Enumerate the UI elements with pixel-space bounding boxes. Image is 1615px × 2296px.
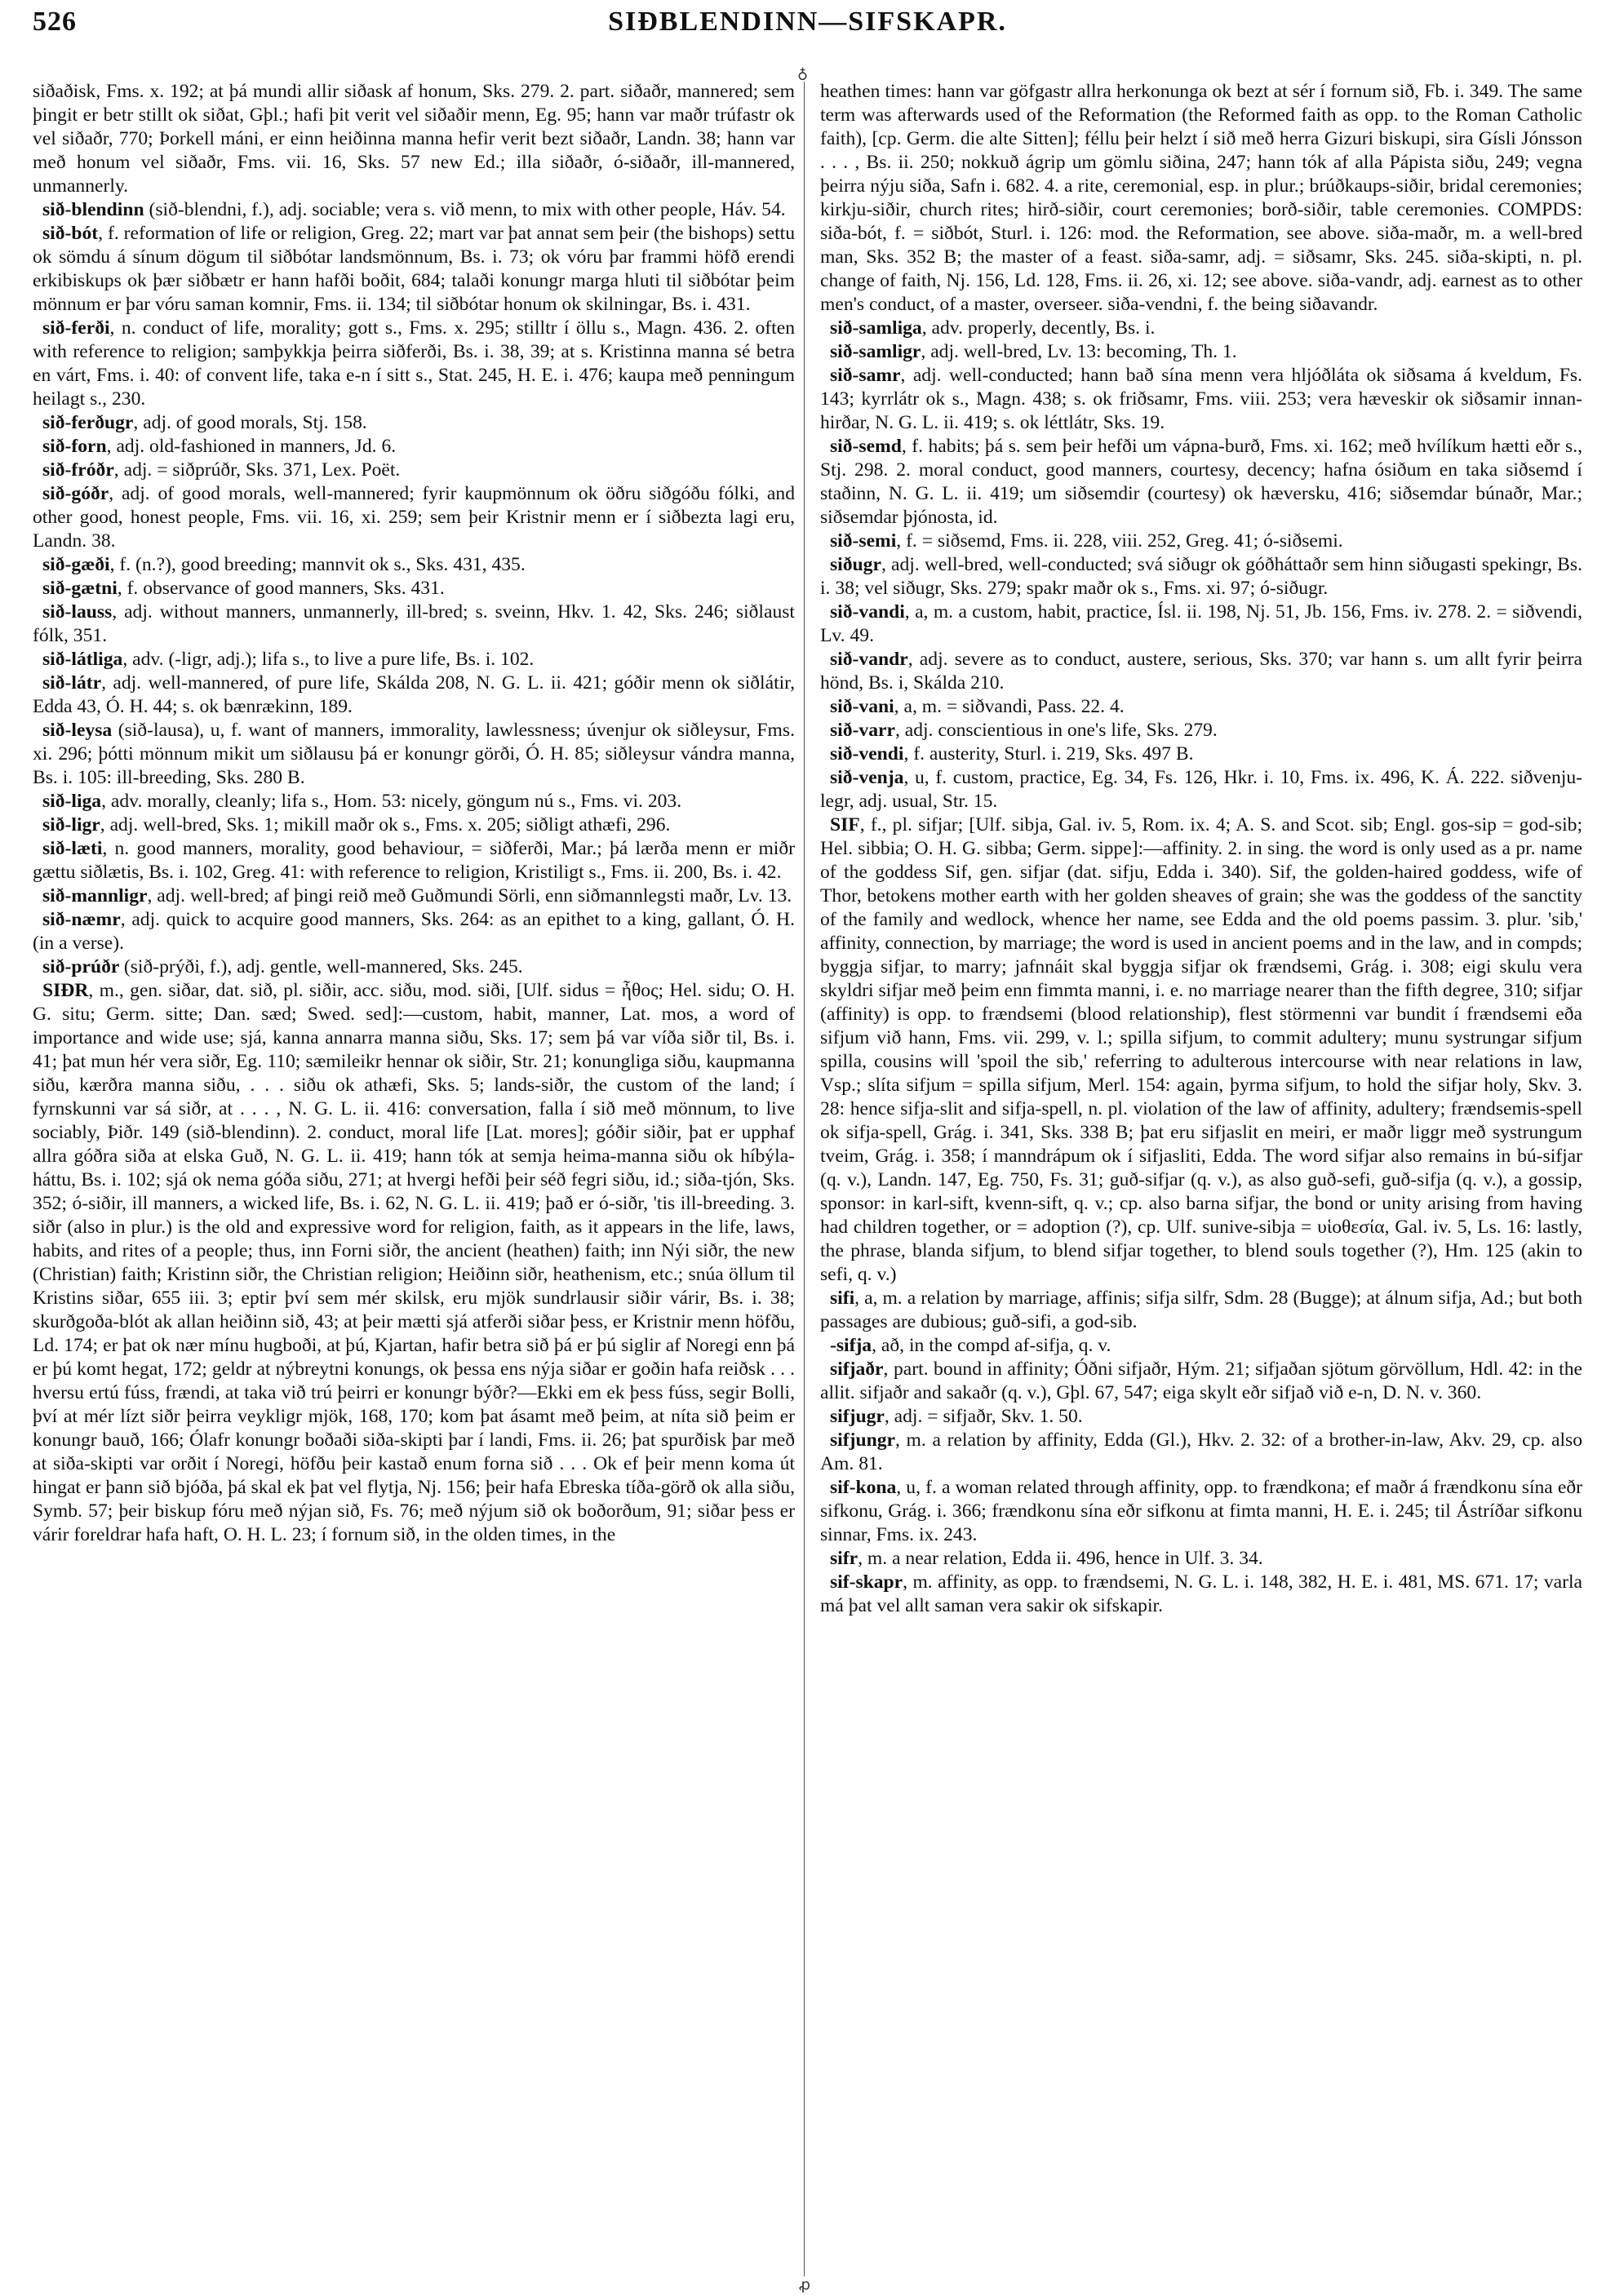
headword: sið-bót [42,223,99,244]
dictionary-entry: sið-vandi, a, m. a custom, habit, practice, Ísl. ii. 198, Nj. 51, Jb. 156, Fms. iv. 278. 2. = siðvendi, Lv. 49. [820,601,1582,646]
headword: sifjugr [830,1406,885,1427]
headword: sifjungr [830,1429,895,1451]
column-ornament-icon: ♁ [797,65,809,82]
headword: sið-ligr [42,814,100,836]
headword: sið-gæði [42,554,110,575]
dictionary-entry: sið-ligr, adj. well-bred, Sks. 1; mikill maðr ok s., Fms. x. 205; siðligt athæfi, 296. [42,814,671,836]
headword: sif-kona [830,1477,897,1498]
dictionary-entry: sið-blendinn (sið-blendni, f.), adj. sociable; vera s. við menn, to mix with other people, Háv. 54. [42,199,786,220]
dictionary-entry: sið-forn, adj. old-fashioned in manners, Jd. 6. [42,436,397,457]
headword: -sifja [830,1335,872,1356]
headword: sið-látliga [42,649,123,670]
dictionary-entry: SIF, f., pl. sifjar; [Ulf. sibja, Gal. iv. 5, Rom. ix. 4; A. S. and Scot. sib; Engl. gos-sip = god-sib; Hel. sibbia; O. H. G. sibba; Germ. sippe]:—affinity. 2. in sing. the word is only used as a pr. name of the goddess Sif, gen. sifjar (dat. sifju, Edda i. 340). Sif, the golden-haired goddess, wife of Thor, betokens mother earth with her golden sheaves of grain; she was the goddess of the sanctity of the family and wedlock, whence her name, see Edda and the old poems passim. 3. plur. 'sib,' affinity, connection, by marriage; the word is used in ancient poems and in the law, and in compds; byggja sifjar, to marry; jafnnáit skal byggja sifjar ok frændsemi, Grág. i. 308; eigi skulu vera skyldri sifjar með þeim enn fimmta manni, i. e. no marriage nearer than the fifth degree, 310; sifjar (affinity) is opp. to frændsemi (blood relationship), flest störmenni var bundit í frændsemi eða sifjum við hann, Fms. vii. 299, v. l.; spilla sifjum, to commit adultery; munu systrungar sifjum spilla, cousins will 'spoil the sib,' referring to adulterous intercourse with near relations in law, Vsp.; slíta sifjum = spilla sifjum, Merl. 154: again, þyrma sifjum, to hold the sifjar holy, Skv. 3. 28: hence sifja-slit and sifja-spell, n. pl. violation of the law of affinity, adultery; frændsemis-spell ok sifja-spell, Grág. i. 341, Sks. 338 B; þat eru sifjaslit en meiri, er maðr liggr með systrungum tveim, Grág. i. 358; í manndrápum ok í sifjasliti, Edda. The word sifjar also remains in bú-sifjar (q. v.), Landn. 147, Eg. 750, Fs. 31; guð-sifjar (q. v.), as also guð-sefi, guð-sifja (q. v.), a gossip, sponsor: in karl-sift, kvenn-sift, q. v.; cp. also barna sifjar, the bond or unity arising from having had children together, or = adoption (?), cp. Ulf. sunive-sibja = υἱοθεσία, Gal. iv. 5, Ls. 16: lastly, the phrase, blanda sifjum, to blend sifjar together, to blend souls together (?), Hm. 125 (akin to sefi, q. v.) [820,814,1582,1285]
dictionary-entry: sið-látliga, adv. (-ligr, adj.); lifa s., to live a pure life, Bs. i. 102. [42,649,535,670]
headword: sið-lauss [42,601,113,623]
column-divider [804,82,805,2276]
dictionary-entry: sið-ferði, n. conduct of life, morality; gott s., Fms. x. 295; stilltr í öllu s., Magn. 436. 2. often with reference to religion; samþykkja þeirra siðferði, Bs. i. 38, 39; at s. Kristinna manna sé betra en várt, Fms. i. 40: of convent life, taka e-n í sitt s., Stat. 245, H. E. i. 476; kaupa með penningum heilagt s., 230. [33,317,795,410]
headword: sið-forn [42,436,107,457]
headword: sið-næmr [42,909,121,930]
dictionary-entry: sið-semd, f. habits; þá s. sem þeir hefði um vápna-burð, Fms. xi. 162; með hvílíkum hætti eðr s., Stj. 298. 2. moral conduct, good manners, courtesy, decency; hafna ósiðum en taka siðsemd í staðinn, N. G. L. ii. 419; um siðsemdir (courtesy) ok hæversku, 416; siðsemdar búnaðr, Mar.; siðsemdar þjónosta, id. [820,436,1582,528]
dictionary-entry: sið-ferðugr, adj. of good morals, Stj. 158. [42,412,367,433]
headword: sið-prúðr [42,956,124,977]
headword: sið-samr [830,365,901,386]
page-number: 526 [33,7,77,37]
headword: sið-læti [42,838,103,859]
dictionary-entry: sið-látr, adj. well-mannered, of pure life, Skálda 208, N. G. L. ii. 421; góðir menn ok siðlátir, Edda 43, Ó. H. 44; s. ok bænrækinn, 189. [33,672,795,717]
dictionary-entry: sif-skapr, m. affinity, as opp. to frændsemi, N. G. L. i. 148, 382, H. E. i. 481, MS. 671. 17; varla má þat vel allt saman vera sakir ok sifskapir. [820,1571,1582,1616]
dictionary-entry: sifi, a, m. a relation by marriage, affinis; sifja silfr, Sdm. 28 (Bugge); at álnum sifja, Ad.; but both passages are dubious; guð-sifi, a god-sib. [820,1288,1582,1332]
dictionary-entry: sið-leysa (sið-lausa), u, f. want of manners, immorality, lawlessness; úvenjur ok siðleysur, Fms. xi. 296; þótti mönnum mikit um siðlausu þá er konungr görði, Ó. H. 85; siðleysur vándra manna, Bs. i. 105: ill-breeding, Sks. 280 B. [33,720,795,788]
dictionary-entry: sið-vendi, f. austerity, Sturl. i. 219, Sks. 497 B. [830,743,1194,765]
dictionary-entry: sið-samr, adj. well-conducted; hann bað sína menn vera hljóðláta ok siðsama á kveldum, Fs. 143; kyrrlátr ok s., Magn. 438; s. ok friðsamr, Fms. viii. 253; vera hæveskir ok siðsamir innan-hirðar, N. G. L. ii. 419; s. ok léttlátr, Sks. 19. [820,365,1582,433]
signature-mark-icon: ꝓ [799,2276,810,2293]
headword: sið-blendinn [42,199,149,220]
dictionary-entry: sið-mannligr, adj. well-bred; af þingi reið með Guðmundi Sörli, enn siðmannlegsti maðr, Lv. 13. [42,885,792,906]
dictionary-entry: sif-kona, u, f. a woman related through affinity, opp. to frændkona; ef maðr á frændkonu sína eðr sifkonu, Grág. i. 366; frændkonu sína eðr sifkonu at fimta manni, H. E. i. 245; til Ástríðar sifkonu sinnar, Fms. ix. 243. [820,1477,1582,1545]
dictionary-entry: sið-prúðr (sið-prýði, f.), adj. gentle, well-mannered, Sks. 245. [42,956,523,977]
headword: sifi [830,1288,855,1309]
headword: sið-gætni [42,578,118,599]
dictionary-entry: sið-næmr, adj. quick to acquire good manners, Sks. 264: as an epithet to a king, gallant, Ó. H. (in a verse). [33,909,795,954]
dictionary-entry: sið-læti, n. good manners, morality, good behaviour, = siðferði, Mar.; þá lærða menn er miðr gættu siðlætis, Bs. i. 102, Greg. 41: with reference to religion, Kristiligt s., Fms. ii. 200, Bs. i. 42. [33,838,795,883]
dictionary-entry: sið-vani, a, m. = siðvandi, Pass. 22. 4. [830,696,1125,717]
dictionary-entry: sið-vandr, adj. severe as to conduct, austere, serious, Sks. 370; var hann s. um allt fyrir þeirra hönd, Bs. i, Skálda 210. [820,649,1582,694]
dictionary-entry: sifjungr, m. a relation by affinity, Edda (Gl.), Hkv. 2. 32: of a brother-in-law, Akv. 29, cp. also Am. 81. [820,1429,1582,1474]
headword: sið-vani [830,696,894,717]
dictionary-entry: sið-fróðr, adj. = siðprúðr, Sks. 371, Lex. Poët. [42,459,401,481]
left-column [33,80,795,2267]
headword: sið-varr [830,720,895,741]
dictionary-entry: sið-góðr, adj. of good morals, well-mannered; fyrir kaupmönnum ok öðru siðgóðu fólki, and other good, honest people, Fms. vii. 16, xi. 259; sem þeir Kristnir menn er í siðbezta lagi eru, Landn. 38. [33,483,795,552]
headword: sið-samligr [830,341,921,362]
headword: sið-leysa [42,720,118,741]
headword: sif-skapr [830,1571,903,1593]
dictionary-entry: sið-liga, adv. morally, cleanly; lifa s., Hom. 53: nicely, göngum nú s., Fms. vi. 203. [42,791,682,812]
headword: sifjaðr [830,1359,884,1380]
dictionary-entry: sifjugr, adj. = sifjaðr, Skv. 1. 50. [830,1406,1083,1427]
headword: sið-ferðugr [42,412,134,433]
dictionary-entry: siðaðisk, Fms. x. 192; at þá mundi allir siðask af honum, Sks. 279. 2. part. siðaðr, mannered; sem þingit er betr stillt ok siðat, Gþl.; hafi þit verit vel siðaðir menn, Eg. 95; hann var maðr trúfastr ok vel siðaðr, 770; Þorkell máni, er einn heiðinna manna hefir verit bezt siðaðr, Landn. 38; hann var með honum vel siðaðr, Fms. vii. 16, Sks. 57 new Ed.; illa siðaðr, ó-siðaðr, ill-mannered, unmannerly. [33,81,795,197]
dictionary-entry: -sifja, að, in the compd af-sifja, q. v. [830,1335,1111,1356]
headword: sið-vandi [830,601,905,623]
headword: siðugr [830,554,881,575]
running-title: SIÐBLENDINN—SIFSKAPR. [608,7,1007,37]
headword: sið-liga [42,791,102,812]
headword: sið-samliga [830,317,922,339]
dictionary-entry: sið-venja, u, f. custom, practice, Eg. 34, Fs. 126, Hkr. i. 10, Fms. ix. 496, K. Á. 222. siðvenju-legr, adj. usual, Str. 15. [820,767,1582,812]
headword: sið-góðr [42,483,109,504]
dictionary-entry: sið-varr, adj. conscientious in one's life, Sks. 279. [830,720,1218,741]
headword: SIÐR [42,980,89,1001]
headword: sið-semd [830,436,902,457]
dictionary-entry: heathen times: hann var göfgastr allra herkonunga ok bezt at sér í fornum sið, Fb. i. 349. The same term was afterwards used of the Reformation (the Reformed faith as opp. to the Roman Catholic faith), [cp. Germ. die alte Sitten]; féllu þeir helzt í sið með herra Gizuri biskupi, sira Gísli Jónsson . . . , Bs. ii. 250; nokkuð ágrip um gömlu siðina, 247; hann tók af alla Pápista siðu, 249; vegna þeirra nýju siða, Safn i. 682. 4. a rite, ceremonial, esp. in plur.; brúðkaups-siðir, bridal ceremonies; kirkju-siðir, church rites; hirð-siðir, court ceremonies; borð-siðir, table ceremonies. COMPDS: siða-bót, f. = siðbót, Sturl. i. 126: mod. the Reformation, see above. siða-maðr, m. a well-bred man, Sks. 352 B; the master of a feast. siða-samr, adj. = siðsamr, Sks. 245. siða-skipti, n. pl. change of faith, Nj. 156, Ld. 128, Fms. ii. 26, xi. 12; see above. siða-vandr, adj. earnest as to other men's conduct, of a master, overseer. siða-vendni, f. the being siðavandr. [820,81,1582,315]
dictionary-entry: sið-bót, f. reformation of life or religion, Greg. 22; mart var þat annat sem þeir (the bishops) settu ok sömdu á sínum dögum til siðbótar landsmönnum, Bs. i. 73; ok vóru þar frammi höfð erendi erkibiskups ok þær siðbætr er hann hafði boðit, 684; talaði konungr marga hluti til siðbótar þeim mönnum er þar vóru saman komnir, Fms. ii. 134; til siðbótar honum ok skilningar, Bs. i. 431. [33,223,795,315]
dictionary-entry: sið-semi, f. = siðsemd, Fms. ii. 228, viii. 252, Greg. 41; ó-siðsemi. [830,530,1343,552]
headword: sið-vandr [830,649,908,670]
headword: sið-ferði [42,317,110,339]
headword: SIF [830,814,860,836]
headword: sið-venja [830,767,904,788]
headword: sið-semi [830,530,897,552]
headword: sið-fróðr [42,459,114,481]
dictionary-entry: siðugr, adj. well-bred, well-conducted; svá siðugr ok góðháttaðr sem hinn siðugasti spekingr, Bs. i. 38; vel siðugr, Sks. 279; spakr maðr ok s., Fms. xi. 97; ó-siðugr. [820,554,1582,599]
dictionary-entry: sið-samligr, adj. well-bred, Lv. 13: becoming, Th. 1. [830,341,1237,362]
dictionary-entry: sifr, m. a near relation, Edda ii. 496, hence in Ulf. 3. 34. [830,1548,1263,1569]
dictionary-entry: sið-lauss, adj. without manners, unmannerly, ill-bred; s. sveinn, Hkv. 1. 42, Sks. 246; siðlaust fólk, 351. [33,601,795,646]
dictionary-entry: sið-samliga, adv. properly, decently, Bs. i. [830,317,1156,339]
right-column [820,80,1582,2267]
dictionary-entry: sifjaðr, part. bound in affinity; Óðni sifjaðr, Hým. 21; sifjaðan sjötum görvöllum, Hdl. 42: in the allit. sifjaðr and sakaðr (q. v.), Gþl. 67, 547; eiga skylt eðr sifjað við e-n, D. N. v. 360. [820,1359,1582,1403]
dictionary-entry: sið-gæði, f. (n.?), good breeding; mannvit ok s., Sks. 431, 435. [42,554,526,575]
headword: sifr [830,1548,859,1569]
headword: sið-vendi [830,743,904,765]
dictionary-entry: SIÐR, m., gen. siðar, dat. sið, pl. siðir, acc. siðu, mod. siði, [Ulf. sidus = ἦθος; Hel. sidu; O. H. G. situ; Germ. sitte; Dan. sæd; Swed. sed]:—custom, habit, manner, Lat. mos, a word of importance and wide use; sjá, kanna annarra manna siðu, Sks. 17; sem þá var víða siðr til, Bs. i. 41; þat mun hér vera siðr, Eg. 110; sæmileikr hennar ok siðir, Str. 21; konungliga siðu, kaupmanna siðu, kærðra manna siðu, . . . siðu ok athæfi, Sks. 5; lands-siðr, the custom of the land; í fyrnskunni var sá siðr, at . . . , N. G. L. ii. 416: conversation, falla í sið með mönnum, to live sociably, Þiðr. 149 (sið-blendinn). 2. conduct, moral life [Lat. mores]; góðir siðir, þat er upphaf allra góðra siða at elska Guð, N. G. L. ii. 419; hann tók at semja heima-manna siðu ok híbýla-háttu, Bs. i. 102; sjá ok nema góða siðu, 271; at hvergi hefði þeir séð fegri siðu, id.; siða-tjón, Sks. 352; ó-siðir, ill manners, a wicked life, Bs. i. 62, N. G. L. ii. 419; það er ó-siðr, 'tis ill-breeding. 3. siðr (also in plur.) is the old and expressive word for religion, faith, as it appears in the life, laws, habits, and rites of a people; thus, inn Forni siðr, the ancient (heathen) faith; inn Nýi siðr, the new (Christian) faith; Kristinn siðr, the Christian religion; Heiðinn siðr, heathenism, etc.; snúa öllum til Kristins siðar, 655 iii. 3; eptir því sem mér skilsk, eru mjök sundrlausir siðir várir, Bs. i. 38; skurðgoða-blót ak allan heiðinn sið, 43; at þeir mætti sjá atferði siðar þess, er Kristnir menn höfðu, Ld. 174; er þat ok nær mínu hugboði, at þú, Kjartan, hafir betra sið þá er þú siglir af Noregi enn þá er þú komt hegat, 172; geldr at nýbreytni konungs, ok þessa ens nýja siðar er goðin hafa reiðsk . . . hversu ertú fúss, frændi, at taka við trú þeirri er konungr býðr?—Ekki em ek þess fúss, segir Bolli, því at mér lízt siðr þeirra veykligr mjök, 168, 170; kom þat ásamt með þeim, at níta sið þeim er konungr bauð, 166; Ólafr konungr boðaði siða-skipti þar í landi, Fms. ii. 26; þat spurðisk þar með at siða-skipti var orðit í Noregi, höfðu þeir kastað enum forna sið . . . Ok ef þeir menn koma út hingat er þann sið bjóða, þá skal ek þat vel flytja, Nj. 156; þeir hafa Ebreska tíða-görð ok alla siðu, Symb. 57; þeir biskup fóru með nýjan sið, Fs. 76; með nýjum sið ok boðorðum, 91; siðar þess er várir foreldrar hafa haft, O. H. L. 23; í fornum sið, in the olden times, in the [33,980,795,1545]
dictionary-entry: sið-gætni, f. observance of good manners, Sks. 431. [42,578,445,599]
headword: sið-látr [42,672,102,694]
page-header [33,7,1582,49]
headword: sið-mannligr [42,885,148,906]
